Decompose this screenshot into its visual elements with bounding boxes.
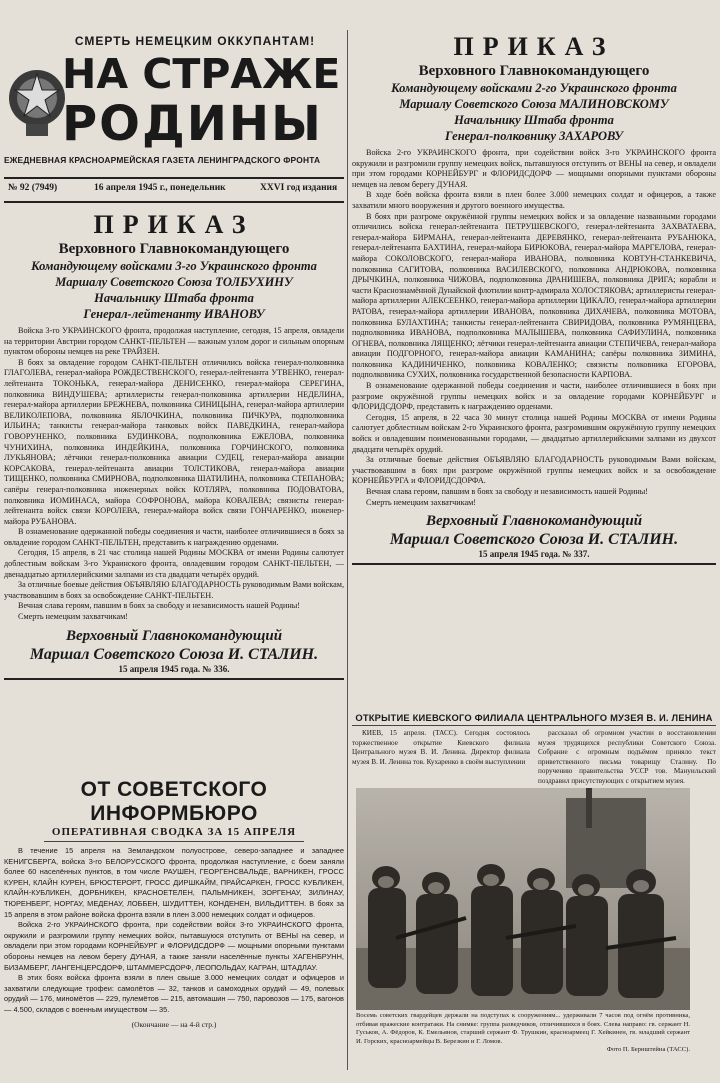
masthead-slogan: СМЕРТЬ НЕМЕЦКИМ ОККУПАНТАМ!: [74, 34, 316, 48]
order-left-paragraph: В боях за овладение городом САНКТ-ПЕЛЬТЕН отличились войска генерал-полковника ГЛАГОЛЕВА, генерал-майора РОЖДЕСТВЕНСКОГО, генерал-лейтенанта УТВЕНКО, генерал-лейтенанта ТОКОНЬКА, генерал-майора ДЕНИСЕНКО, генерал-майора СЕРЕГИНА, полковника ВИНДУШЕВА; артиллеристы генерал-полковника артиллерии НЕДЕЛИНА, генерал-майора артиллерии БРЕЖНЕВА, полковника СИНИЦЫНА, генерал-майора артиллерии ВЕЛИКОЛЕПОВА, полковника ЯБЛОЧКИНА, полковника ПИЧКУРА, подполковника ИЛЬИНА; танкисты генерал-майора танковых войск ПАВЕДКИНА, генерал-майора ГОВОРУНЕНКО, полковника БУДИНКОВА, подполковника ЕЖЕЛОВА, полковника ЧУНИХИНА, полковника ИНДЕЙКИНА, полковника ГОРЧИНСКОГО, полковника ЛУКЬЯНОВА; лётчики генерал-полковника авиации СУДЕЦ, генерал-майора авиации КОРСАКОВА, генерал-лейтенанта авиации ТОЛСТИКОВА, генерал-майора авиации ТИЩЕНКО, полковника СМИРНОВА, подполковника ШАТИЛИНА, полковника СТЕПАНОВА; сапёры генерал-полковника инженерных войск КОТЛЯРА, полковника ПОДОВАТОВА, полковника ИОМИНАСА, майора СОФРОНОВА, майора КОВАЛЕВА; связисты генерал-лейтенанта войск связи КОРОЛЕВА, генерал-майора войск связи ГОНЧАРЕНКО, инженер-майора РУБАНОВА.: [4, 357, 344, 526]
museum-text: [352, 729, 716, 787]
order-left-paragraph: Вечная слава героям, павшим в боях за свободу и независимость нашей Родины!: [18, 601, 300, 611]
order-right-paragraph: В боях при разгроме окружённой группы немецких войск и за овладение названными городами отличились войска генерал-лейтенанта ПЕТРУШЕВСКОГО, генерал-лейтенанта ЗАХВАТАЕВА, генерал-майора БИРМАНА, генерал-лейтенанта ДЕРЕВЯНКО, генерал-лейтенанта РУБАНЮКА, генерал-лейтенанта БАХТИНА, генерал-майора БИРЮКОВА, генерал-майора МАРГЕЛОВА, генерал-майора СОКОЛОВСКОГО, генерал-майора ИВАНОВА, полковника КОВТУН-СТАНКЕВИЧА, полковника САГИТОВА, полковника ВАСИЛЕВСКОГО, полковника АНДРЮКОВА, полковника ДРЫЧКИНА, полковника ЧИЖОВА, подполковника ДРАНИШЕВА, полковника ДРИГА; корабли и части Краснознамённой Дунайской флотилии контр-адмирала ХОЛОСТЯКОВА; артиллеристы генерал-майора артиллерии АЛЕКСЕЕНКО, генерал-майора артиллерии ЦИКАЛО, генерал-майора артиллерии РАТОВА, генерал-майора артиллерии ИВАНОВА, полковника ДИХАЧЕВА, полковника МОТОВА, полковника БУЛАХТИНА; танкисты генерал-лейтенанта СВИРИДОВА, полковника РУМЯНЦЕВА, подполковника ИВАНОВА, подполковника МАЛЫШЕВА, полковника САФИУЛИНА, полковника ОГНЕВА, полковника ЛЯЩЕНКО; лётчики генерал-лейтенанта авиации СТЕПИЧЕВА, генерал-майора авиации ПОДГОРНОГО, генерал-майора авиации КАМАНИНА; сапёры полковника ЗИМИНА, полковника КАДИНИЧЕНКО, полковника КОВАЛЕНКО; связисты полковника ЕГОРОВА, подполковника СУХИХ, полковника государственной безопасности КАРПОВА.: [352, 211, 716, 380]
column-divider: [347, 30, 348, 1070]
order-left-addressee-3: Начальнику Штаба фронта: [94, 291, 254, 305]
order-right-addressee-3: Начальнику Штаба фронта: [454, 113, 614, 127]
order-left-addressee-2: Маршалу Советского Союза ТОЛБУХИНУ: [55, 275, 293, 289]
sovinform-paragraph: Войска 2-го УКРАИНСКОГО фронта, при содействии войск 3-го УКРАИНСКОГО фронта, окружили и разгромили группу немецких войск, пытавшуюся отступить от ВЕНЫ на север, и овладели при этом городами КОРНЕЙБУРГ и ФЛОРИДСДОРФ — мощными опорными пунктами обороны немцев на левом берегу ДУНАЯ, а также заняли населённые пункты ХАГЕНБРУНН, БИЗАМБЕРГ, ЛАНГЕНЦЕРСДОРФ, ШТАММЕРСДОРФ, ЛЕОПОЛЬДАУ, КАГРАН, ШТАДЛАУ.: [4, 920, 344, 972]
section-divider: [352, 563, 716, 565]
order-right-signature-1: Верховный Главнокомандующий: [425, 513, 643, 530]
sovinform-heading: ОТ СОВЕТСКОГО ИНФОРМБЮРО: [80, 778, 268, 825]
order-left-paragraph: Смерть немецким захватчикам!: [18, 612, 129, 622]
order-right-signature-date: 15 апреля 1945 года. № 337.: [478, 549, 590, 560]
issue-year: XXVI год издания: [260, 183, 338, 193]
museum-column-2: рассказал об огромном участии в восстановлении музея трудящихся республики Советского Союза. Собрание с огромным подъёмом приняло текст приветственного письма товарищу Сталину. По поручению правительства УССР тов. Мануильский поздравил присутствующих с открытием музея.: [538, 729, 716, 785]
issue-number: № 92 (7949): [8, 183, 58, 193]
order-left-signature-2: Маршал Советского Союза И. СТАЛИН.: [29, 645, 319, 663]
section-divider: [4, 678, 344, 680]
order-left-heading: ПРИКАЗ: [93, 210, 255, 239]
order-right-paragraph: В ознаменование одержанной победы соединения и части, наиболее отличившиеся в боях при разгроме окружённой группы немецких войск и за овладение городами КОРНЕЙБУРГ и ФЛОРИДСДОРФ, представить к награждению орденами.: [352, 381, 716, 412]
order-right-addressee-2: Маршалу Советского Союза МАЛИНОВСКОМУ: [399, 97, 669, 111]
order-left-paragraph: Сегодня, 15 апреля, в 21 час столица нашей Родины МОСКВА от имени Родины салютует доблестным войскам 3-го Украинского фронта, овладевшим городом САНКТ-ПЕЛЬТЕН, — двенадцатью артиллерийскими залпами из ста двадцати четырёх орудий.: [4, 548, 344, 579]
order-left-signature-date: 15 апреля 1945 года. № 336.: [118, 663, 230, 674]
sovinform-subheading: ОПЕРАТИВНАЯ СВОДКА ЗА 15 АПРЕЛЯ: [51, 826, 297, 838]
masthead-title-line1: НА СТРАЖЕ: [62, 50, 341, 98]
masthead-title-line2: РОДИНЫ: [62, 96, 323, 152]
issue-bar: [4, 177, 344, 203]
order-right-signature-2: Маршал Советского Союза И. СТАЛИН.: [389, 531, 679, 549]
order-right-subheading: Верховного Главнокомандующего: [418, 63, 650, 79]
order-left-signature-1: Верховный Главнокомандующий: [65, 627, 283, 644]
section-divider: [44, 841, 304, 842]
museum-section: [352, 712, 716, 787]
order-emblem-icon: [4, 58, 70, 142]
order-right-paragraph: В ходе боёв войска фронта взяли в плен более 3.000 немецких солдат и офицеров, а также захватили много вооружения и другого военного имущества.: [352, 190, 716, 210]
order-right-heading: ПРИКАЗ: [453, 32, 615, 61]
sovinform-paragraph: В течение 15 апреля на Земландском полуострове, северо-западнее и западнее КЕНИГСБЕРГА, войска 3-го БЕЛОРУССКОГО фронта, продолжая наступление, с боем заняли более 60 населённых пунктов, в том числе РАУШЕН, ГЕОРГЕНСВАЛЬДЕ, ВАРНИКЕН, ГРОСС КУРЕН, КЛАЙН КУРЕН, БРЮСТЕРОРТ, ГРОСС ДИРШКАЙМ, ПРАЙСАРКЕН, ГРОСС КУБЛИКЕН, КЛАЙН-КУБЛИКЕН, ДОРБНИКЕН, КРАСНОЕТЕЛЕН, ПАЛЬМНИКЕН, ЗОРГЕНАУ, ЗИЛИНАУ, ТЮРЕНБЕРГ, НОРГАУ, МЕДЕНАУ, ЛОББЕН, ШУДИТТЕН, КОНДЕНЕН, ВИЛЬДИТТЕН. В боях за 15 апреля в этом районе войска фронта взяли в плен 3.000 немецких солдат и офицеров.: [4, 846, 344, 919]
sovinform-paragraph: В этих боях войска фронта взяли в плен свыше 3.000 немецких солдат и офицеров и захватили следующие трофеи: самолётов — 32, танков и самоходных орудий — 49, полевых орудий — 176, миномётов — 229, пулемётов — 215, автомашин — 750, паровозов — 175, вагонов — 4.500, складов с военным имуществом — 35.: [4, 973, 344, 1014]
museum-column-1: КИЕВ, 15 апреля. (ТАСС). Сегодня состоялось торжественное открытие Киевского филиала Центрального музея В. И. Ленина. Директор филиала музея В. И. Ленина тов. Кухаренко в своём выступлении: [352, 729, 530, 766]
photo-caption-text: Восемь советских гвардейцев держали на подступах к сооружениям... удерживали 7 часов под огнём противника, отбивая вражеские контратаки. На снимке: группа разведчиков, отличившихся в боях. Слева направо: гв. сержант Н. Гуськов, А. Фёдоров, К. Емельянов, старший сержант Ф. Трушкин, красноармеец Г. Хейкинен, гв. младший сержант И. Горских, красноармейцы В. Березкин и Г. Ломов.: [356, 1012, 690, 1045]
sovinform-section: [4, 778, 344, 1029]
order-left-subheading: Верховного Главнокомандующего: [58, 241, 290, 257]
order-right: [352, 32, 716, 565]
order-left-paragraph: В ознаменование одержанной победы соединения и части, наиболее отличившиеся в боях за овладение городом САНКТ-ПЕЛЬТЕН, представить к награждению орденами.: [4, 527, 344, 547]
photo-caption: [356, 1012, 690, 1055]
order-left-addressee-4: Генерал-лейтенанту ИВАНОВУ: [83, 307, 265, 321]
order-right-addressee-4: Генерал-полковнику ЗАХАРОВУ: [444, 129, 624, 143]
order-right-paragraph: Вечная слава героям, павшим в боях за свободу и независимость нашей Родины!: [366, 487, 648, 496]
order-right-addressee-1: Командующему войсками 2-го Украинского фронта: [391, 81, 677, 95]
continued-note: (Окончание — на 4-й стр.): [131, 1019, 217, 1029]
order-left: [4, 210, 344, 680]
order-right-paragraph: За отличные боевые действия ОБЪЯВЛЯЮ БЛАГОДАРНОСТЬ руководимым Вами войскам, участвовавшим в боях при разгроме окружённой группы немецких войск и за освобождение КОРНЕЙБУРГА и ФЛОРИДСДОРФА.: [352, 455, 716, 486]
order-right-paragraph: Войска 2-го УКРАИНСКОГО фронта, при содействии войск 3-го УКРАИНСКОГО фронта окружили и разгромили группу немецких войск, пытавшуюся отступить от ВЕНЫ на север, и овладели при этом городами КОРНЕЙБУРГ и ФЛОРИДСДОРФ — мощными опорными пунктами обороны немцев на левом берегу ДУНАЯ.: [352, 148, 716, 189]
order-right-paragraph: Сегодня, 15 апреля, в 22 часа 30 минут столица нашей Родины МОСКВА от имени Родины салютует доблестным войскам 2-го Украинского фронта, разгромившим окружённую группу немецких войск и овладевшим поименованными городами, — двадцатью артиллерийскими залпами из двухсот двадцати четырёх орудий.: [352, 412, 716, 454]
section-divider: [352, 725, 716, 726]
soldiers-photo: [356, 788, 690, 1010]
masthead-subtitle: ЕЖЕДНЕВНАЯ КРАСНОАРМЕЙСКАЯ ГАЗЕТА ЛЕНИНГРАДСКОГО ФРОНТА: [4, 155, 321, 165]
museum-heading: ОТКРЫТИЕ КИЕВСКОГО ФИЛИАЛА ЦЕНТРАЛЬНОГО МУЗЕЯ В. И. ЛЕНИНА: [355, 712, 713, 723]
order-left-addressee-1: Командующему войсками 3-го Украинского фронта: [31, 259, 317, 273]
issue-date: 16 апреля 1945 г., понедельник: [94, 183, 226, 193]
order-left-paragraph: За отличные боевые действия ОБЪЯВЛЯЮ БЛАГОДАРНОСТЬ руководимым Вами войскам, участвовавшим в боях за освобождение САНКТ-ПЕЛЬТЕН.: [4, 580, 344, 600]
order-right-paragraph: Смерть немецким захватчикам!: [366, 497, 477, 507]
order-left-paragraph: Войска 3-го УКРАИНСКОГО фронта, продолжая наступление, сегодня, 15 апреля, овладели на территории Австрии городом САНКТ-ПЕЛЬТЕН — важным узлом дорог и сильным опорным пунктом обороны немцев на реке ТРАЙЗЕН.: [4, 326, 344, 357]
photo-credit: Фото П. Бернштейна (ТАСС).: [606, 1046, 690, 1054]
